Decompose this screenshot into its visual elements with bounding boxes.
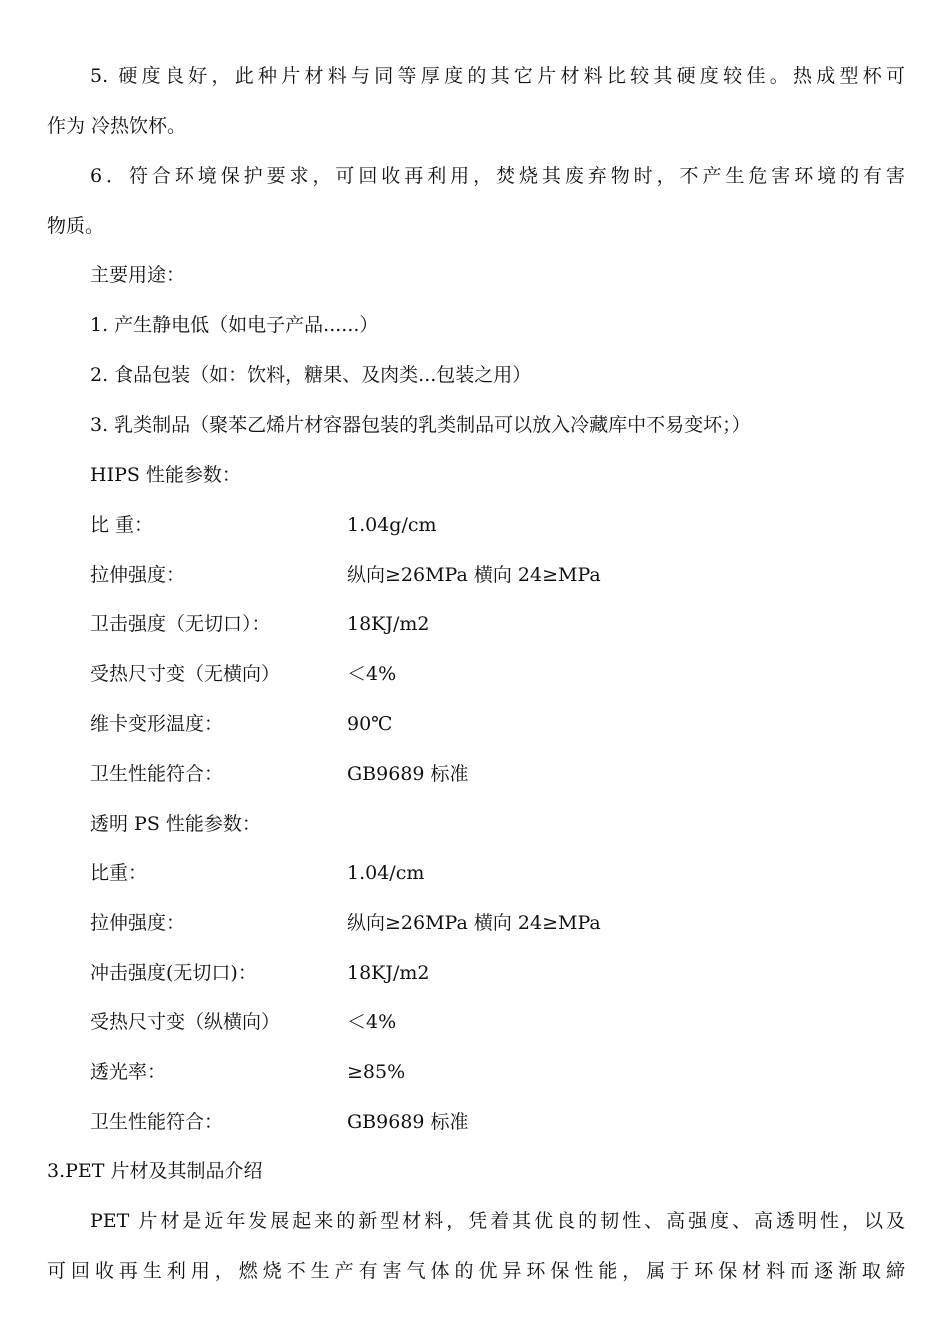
para-5-line-2: 作为 冷热饮杯。 bbox=[47, 115, 187, 137]
hips-param-value: GB9689 标准 bbox=[347, 763, 469, 785]
hips-param-label: 比 重： bbox=[90, 514, 154, 536]
ps-param-label: 拉伸强度： bbox=[90, 912, 186, 934]
hips-param-value: 1.04g/cm bbox=[347, 514, 437, 536]
hips-heading: HIPS 性能参数： bbox=[90, 464, 241, 486]
ps-param-label: 透光率： bbox=[90, 1061, 167, 1083]
para-5-line-1: 5. 硬度良好，此种片材料与同等厚度的其它片材料比较其硬度较佳。热成型杯可 bbox=[90, 65, 905, 87]
hips-param-value: ＜4% bbox=[347, 663, 397, 685]
ps-param-value: ＜4% bbox=[347, 1011, 397, 1033]
ps-param-value: 纵向≥26MPa 横向 24≥MPa bbox=[347, 912, 601, 934]
hips-param-label: 维卡变形温度： bbox=[90, 713, 224, 735]
hips-param-label: 拉伸强度： bbox=[90, 564, 186, 586]
ps-param-label: 比重： bbox=[90, 862, 148, 884]
hips-param-label: 卫击强度（无切口）： bbox=[90, 613, 271, 635]
ps-param-value: ≥85% bbox=[347, 1061, 406, 1083]
use-item-3: 3. 乳类制品（聚苯乙烯片材容器包装的乳类制品可以放入冷藏库中不易变坏；） bbox=[90, 414, 751, 436]
ps-param-label: 卫生性能符合： bbox=[90, 1111, 224, 1133]
ps-param-value: 18KJ/m2 bbox=[347, 962, 430, 984]
hips-param-label: 受热尺寸变（无横向） bbox=[90, 663, 281, 685]
hips-param-value: 纵向≥26MPa 横向 24≥MPa bbox=[347, 564, 601, 586]
pet-para-line-2: 可回收再生利用，燃烧不生产有害气体的优异环保性能，属于环保材料而逐渐取締 bbox=[47, 1260, 905, 1282]
hips-param-label: 卫生性能符合： bbox=[90, 763, 224, 785]
use-item-2: 2. 食品包装（如：饮料，糖果、及肉类...包装之用） bbox=[90, 364, 532, 386]
ps-param-label: 冲击强度(无切口)： bbox=[90, 962, 257, 984]
uses-heading: 主要用途： bbox=[90, 264, 186, 286]
ps-param-label: 受热尺寸变（纵横向） bbox=[90, 1011, 281, 1033]
hips-param-value: 18KJ/m2 bbox=[347, 613, 430, 635]
use-item-1: 1. 产生静电低（如电子产品......） bbox=[90, 314, 379, 336]
ps-param-value: GB9689 标准 bbox=[347, 1111, 469, 1133]
pet-heading: 3.PET 片材及其制品介绍 bbox=[47, 1160, 263, 1182]
ps-heading: 透明 PS 性能参数： bbox=[90, 813, 261, 835]
hips-param-value: 90℃ bbox=[347, 713, 393, 735]
para-6-line-1: 6．符合环境保护要求，可回收再利用，焚烧其废弃物时，不产生危害环境的有害 bbox=[90, 165, 905, 187]
ps-param-value: 1.04/cm bbox=[347, 862, 425, 884]
pet-para-line-1: PET 片材是近年发展起来的新型材料，凭着其优良的韧性、高强度、高透明性，以及 bbox=[90, 1210, 905, 1232]
para-6-line-2: 物质。 bbox=[47, 215, 105, 237]
